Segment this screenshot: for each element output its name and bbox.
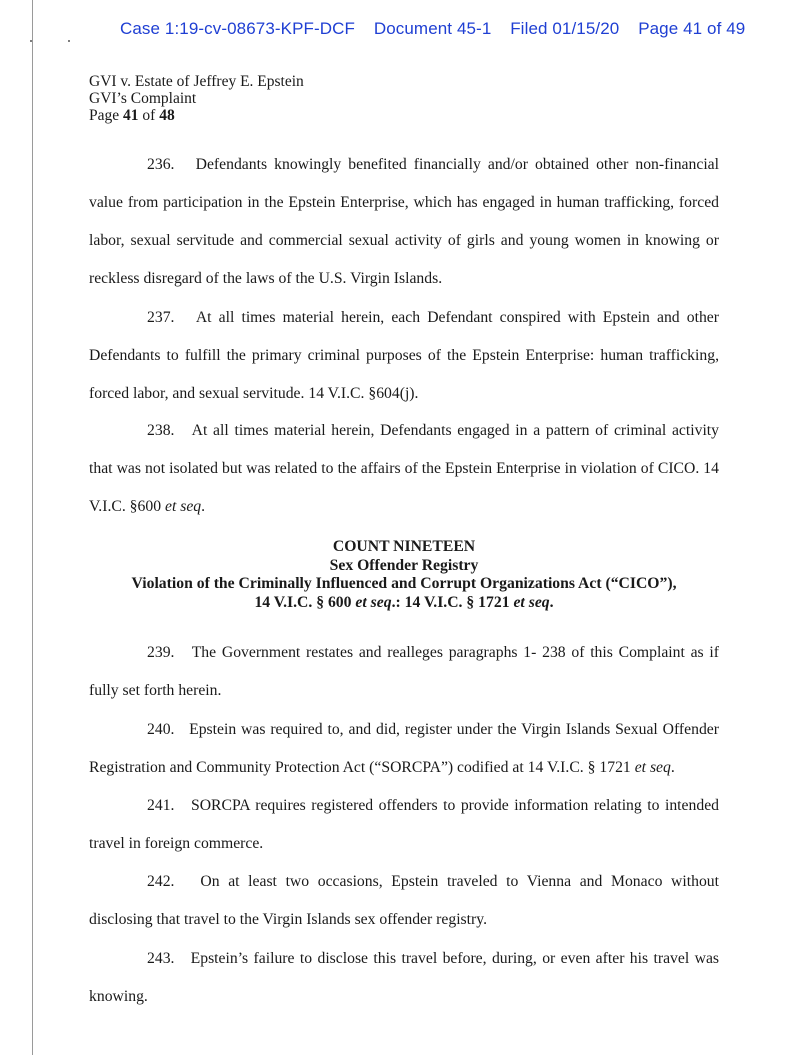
- paragraph-text: SORCPA requires registered offenders to provide information relating to intended travel in foreign commerce.: [89, 797, 719, 852]
- paragraph-236: [89, 146, 719, 298]
- statute-part: .: 14 V.I.C. § 1721: [391, 593, 514, 611]
- paragraph-number: 239.: [147, 644, 175, 661]
- paragraph-238: [89, 412, 719, 526]
- case-number: Case 1:19-cv-08673-KPF-DCF: [120, 19, 356, 38]
- statute-part: .: [549, 593, 554, 611]
- count-heading: [89, 538, 719, 612]
- count-violation-line: Violation of the Criminally Influenced and Corrupt Organizations Act (“CICO”),: [131, 575, 677, 592]
- paragraph-239: [89, 634, 719, 710]
- filed-date: Filed 01/15/20: [510, 19, 620, 38]
- ecf-filing-header: [120, 19, 760, 39]
- document-caption: [89, 73, 304, 124]
- ecf-page-number: Page 41 of 49: [638, 19, 746, 38]
- paragraph-number: 236.: [147, 156, 175, 173]
- paragraph-text: The Government restates and realleges paragraphs 1- 238 of this Complaint as if fully set forth herein.: [89, 644, 720, 699]
- paragraph-243: [89, 940, 719, 1016]
- paragraph-text: Epstein’s failure to disclose this travel before, during, or even after his travel was knowing.: [89, 950, 720, 1005]
- paragraph-number: 240.: [147, 721, 175, 738]
- paragraph-tail: .: [201, 498, 206, 515]
- paragraph-242: [89, 863, 719, 939]
- count-statute-line: [89, 594, 719, 613]
- caption-page-label: Page: [89, 107, 124, 124]
- paragraph-italic: et seq: [164, 498, 202, 515]
- paragraph-italic: et seq: [634, 759, 671, 776]
- caption-page-num: 41: [123, 107, 139, 124]
- count-title: COUNT NINETEEN: [332, 538, 476, 555]
- scan-speck: [68, 40, 70, 42]
- caption-page-total: 48: [159, 107, 175, 124]
- paragraph-text: At all times material herein, each Defendant conspired with Epstein and other Defendants to fulfill the primary criminal purposes of the Epstein Enterprise: human trafficking, forced labor, and sexual servitude. 14 V.I.C. §604(j).: [89, 309, 719, 402]
- paragraph-text: At all times material herein, Defendants engaged in a pattern of criminal activity that was not isolated but was related to the affairs of the Epstein Enterprise in violation of CICO. 14 V.I.C. §600: [89, 422, 720, 515]
- caption-page-line: [89, 107, 304, 124]
- paragraph-number: 237.: [147, 309, 175, 326]
- paragraph-tail: .: [670, 759, 675, 776]
- scan-edge-line: [32, 0, 33, 1055]
- paragraph-237: [89, 299, 719, 413]
- statute-italic: et seq: [355, 593, 392, 611]
- caption-case-title: GVI v. Estate of Jeffrey E. Epstein: [89, 73, 304, 90]
- document-number: Document 45-1: [373, 19, 492, 38]
- paragraph-text: Epstein was required to, and did, register under the Virgin Islands Sexual Offender Registration and Community Protection Act (“SORCPA”) codified at 14 V.I.C. § 1721: [89, 721, 719, 776]
- paragraph-number: 241.: [147, 797, 175, 814]
- paragraph-240: [89, 711, 719, 787]
- statute-italic: et seq: [513, 593, 550, 611]
- paragraph-241: [89, 787, 719, 863]
- paragraph-number: 238.: [147, 422, 175, 439]
- paragraph-number: 243.: [147, 950, 175, 967]
- statute-part: 14 V.I.C. § 600: [254, 593, 356, 611]
- scan-speck: [30, 40, 32, 42]
- caption-page-of: of: [138, 107, 160, 124]
- paragraph-number: 242.: [147, 873, 175, 890]
- paragraph-text: Defendants knowingly benefited financially and/or obtained other non-financial value from participation in the Epstein Enterprise, which has engaged in human trafficking, forced labor, sexual servitude and commercial sexual activity of girls and young women in knowing or reckless disregard of the laws of the U.S. Virgin Islands.: [89, 156, 719, 287]
- caption-document-title: GVI’s Complaint: [89, 90, 197, 107]
- paragraph-text: On at least two occasions, Epstein traveled to Vienna and Monaco without disclosing that travel to the Virgin Islands sex offender registry.: [89, 873, 719, 928]
- count-subtitle: Sex Offender Registry: [329, 556, 479, 574]
